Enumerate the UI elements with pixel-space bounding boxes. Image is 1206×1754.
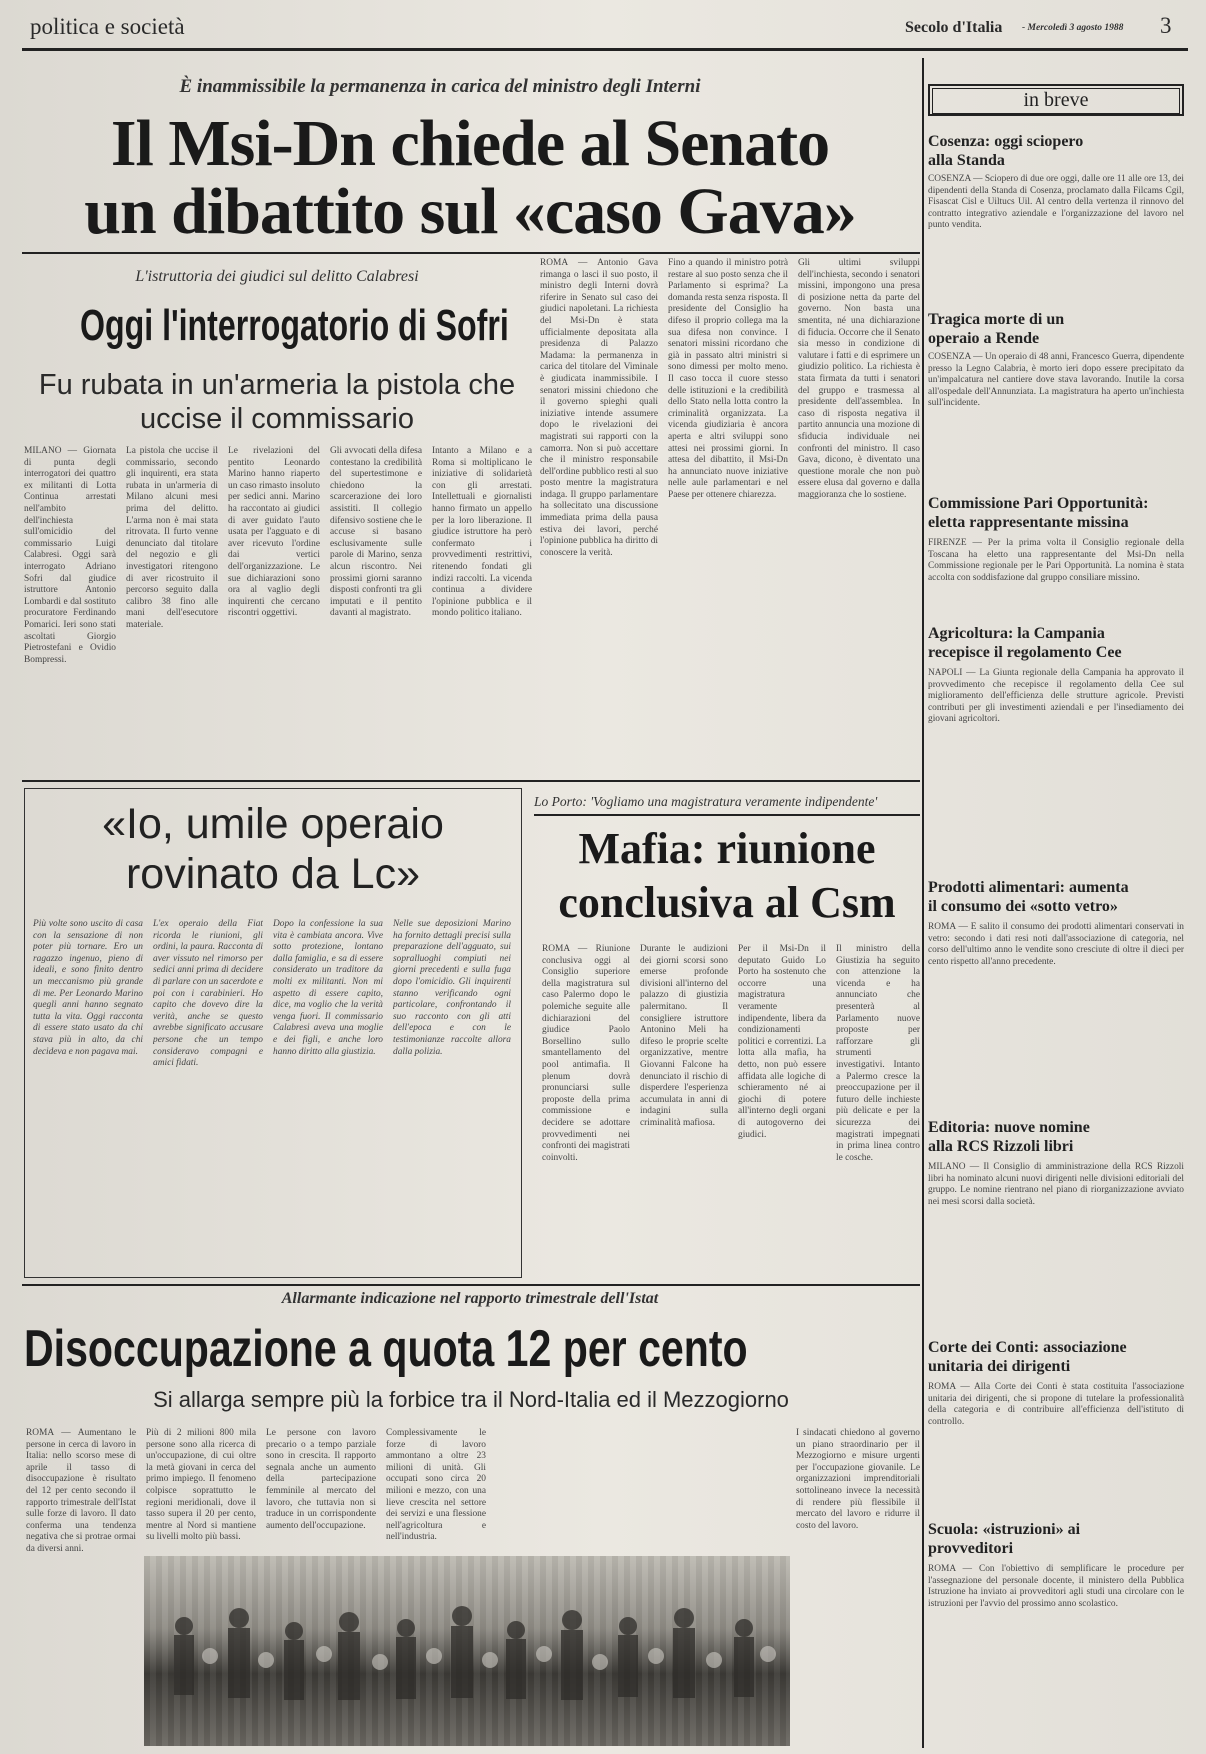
mafia-headline-line2: conclusiva al Csm: [558, 878, 896, 927]
brief-title-1: Cosenza: oggi sciopero alla Standa: [928, 133, 1084, 169]
operaio-box: [24, 788, 522, 1278]
mafia-headline-line1: Mafia: riunione: [578, 824, 876, 873]
mid-rule-upper: [22, 780, 920, 782]
disoccupazione-column-3: Le persone con lavoro precario o a tempo parziale sono in crescita. Il rapporto segnala anche un aumento della partecipazione femminile al mercato del lavoro, che tuttavia non si traduce in un corrispondente aumento dell'occupazione.: [266, 1428, 376, 1531]
disoccupazione-kicker: Allarmante indicazione nel rapporto trimestrale dell'Istat: [281, 1290, 659, 1307]
page-number: 3: [1160, 13, 1172, 38]
mafia-column-2: Durante le audizioni dei giorni scorsi sono emerse profonde divisioni all'interno del palazzo di giustizia palermitano. Il consigliere istruttore Antonino Meli ha difeso le proprie scelte organizzative, mentre Giovanni Falcone ha denunciato il rischio di disperdere l'esperienza accumulata in anni di indagini sulla criminalità mafiosa.: [640, 944, 728, 1128]
operaio-column-3: Dopo la confessione la sua vita è cambiata ancora. Vive sotto protezione, lontano dalla famiglia, e sa di essere considerato un traditore da molti ex militanti. Non mi aspetto di essere capito, dice, ma voglio che la verità venga fuori. Il commissario Calabresi aveva una moglie e dei figli, e anche loro hanno diritto alla giustizia.: [273, 919, 383, 1057]
sofri-column-5: Intanto a Milano e a Roma si moltiplicano le iniziative di solidarietà con gli arrestati. Intellettuali e giornalisti hanno firmato un appello per la loro liberazione. Il giudice istruttore ha però confermato i provvedimenti restrittivi, ritenendo fondati gli indizi raccolti. La vicenda continua a dividere l'opinione pubblica e il mondo politico italiano.: [432, 446, 532, 619]
disoccupazione-column-4: Complessivamente le forze di lavoro ammontano a oltre 23 milioni di unità. Gli occupati sono circa 20 milioni e mezzo, con una lieve crescita nel settore dei servizi e una flessione nell'agricoltura e nell'industria.: [386, 1428, 486, 1543]
brief-title-4: Agricoltura: la Campania recepisce il regolamento Cee: [928, 625, 1122, 661]
brief-body-5: ROMA — È salito il consumo dei prodotti alimentari conservati in vetro: secondo i dati resi noti dall'associazione di categoria, nel corso dell'ultimo anno le vendite sono cresciute di oltre il dieci per cento rispetto all'anno precedente.: [928, 922, 1184, 967]
disoccupazione-headline: Disoccupazione a quota 12 per cento: [24, 1320, 748, 1378]
header-rule: [22, 48, 1188, 51]
issue-date: - Mercoledì 3 agosto 1988: [1022, 23, 1124, 33]
gava-kicker: È inammissibile la permanenza in carica del ministro degli Interni: [179, 76, 701, 97]
in-breve-box-inner: [932, 88, 1180, 114]
operaio-column-1: Più volte sono uscito di casa con la sensazione di non poter più tornare. Ero un ragazzo ingenuo, pieno di ideali, e sono finito dentro un meccanismo più grande di me. Per Leonardo Marino quegli anni hanno segnato tutta la vita. Oggi racconta di essere stato usato da chi stava più in alto, da chi decideva e non pagava mai.: [33, 919, 143, 1057]
brief-title-5: Prodotti alimentari: aumenta il consumo dei «sotto vetro»: [928, 879, 1129, 915]
brief-body-6: MILANO — Il Consiglio di amministrazione della RCS Rizzoli libri ha nominato alcuni nuovi dirigenti nelle divisioni editoriali del gruppo. Le nomine rientrano nel piano di riorganizzazione avviato nei mesi scorsi dalla società.: [928, 1162, 1184, 1207]
brief-body-2: COSENZA — Un operaio di 48 anni, Francesco Guerra, dipendente presso la Legno Calabria, è morto ieri dopo essere precipitato da un'impalcatura nel cantiere dove stava lavorando. Inutile la corsa all'ospedale dell'Annunziata. La magistratura ha aperto un'inchiesta sull'incidente.: [928, 352, 1184, 409]
mafia-kicker: Lo Porto: 'Vogliamo una magistratura veramente indipendente': [534, 794, 878, 809]
operaio-column-2: L'ex operaio della Fiat ricorda le riunioni, gli ordini, la paura. Racconta di aver vissuto nel rimorso per sedici anni prima di decidere di parlare con un sacerdote e poi con i carabinieri. Ho capito che dovevo dire la verità, anche se questo avrebbe significato accusare persone che un tempo consideravo compagni e amici fidati.: [153, 919, 263, 1069]
in-breve-title: in breve: [1023, 89, 1089, 111]
operaio-column-4: Nelle sue deposizioni Marino ha fornito dettagli precisi sulla preparazione dell'agguato, sui sopralluoghi compiuti nei giorni precedenti e sulla fuga dopo l'omicidio. Gli inquirenti stanno verificando ogni particolare, confrontando il suo racconto con gli atti dell'epoca e con le testimonianze raccolte allora dalla polizia.: [393, 919, 511, 1057]
gava-column-1: ROMA — Antonio Gava rimanga o lasci il suo posto, il ministro degli Interni dovrà riferire in Senato sul caso dei giudici napoletani. La richiesta del Msi-Dn è stata ufficialmente depositata alla presidenza di Palazzo Madama: la permanenza in carica del titolare del Viminale è giudicata inammissibile. I senatori missini chiedono che il governo spieghi quali iniziative intende assumere dopo le rivelazioni dei magistrati sui rapporti con la camorra. Non si può accettare che il ministro responsabile dell'ordine pubblico resti al suo posto mentre la magistratura indaga. Il gruppo parlamentare ha sollecitato una discussione immediata prima della pausa estiva dei lavori, perché l'opinione pubblica ha diritto di conoscere la verità.: [540, 258, 658, 558]
sofri-headline-wrap: [22, 300, 532, 360]
brief-body-8: ROMA — Con l'obiettivo di semplificare le procedure per l'assegnazione del personale docente, il ministero della Pubblica Istruzione ha inviato ai provveditori agli studi una circolare con le istruzioni per l'avvio del prossimo anno scolastico.: [928, 1564, 1184, 1609]
mid-rule-lower: [22, 1284, 920, 1286]
masthead-title: Secolo d'Italia: [905, 19, 1003, 36]
operaio-headline-line1: «Io, umile operaio: [102, 800, 444, 848]
gava-column-2: Fino a quando il ministro potrà restare al suo posto senza che il Parlamento si esprima? La domanda resta senza risposta. Il presidente del Consiglio ha difeso il proprio collega ma la sua difesa non convince. I senatori missini ricordano che già in passato altri ministri si sono dimessi per molto meno. Il caso tocca il cuore stesso delle istituzioni e la credibilità dello Stato nella lotta contro la criminalità organizzata. La vicenda giudiziaria è ancora aperta e altri sviluppi sono attesi nei prossimi giorni. In attesa del dibattito, il Msi-Dn ha annunciato nuove iniziative nelle aule parlamentari e nel Paese per ottenere chiarezza.: [668, 258, 788, 500]
sidebar-divider: [922, 58, 924, 1748]
sofri-subheadline: Fu rubata in un'armeria la pistola che uccise il commissario: [38, 369, 516, 435]
brief-title-7: Corte dei Conti: associazione unitaria dei dirigenti: [928, 1339, 1127, 1375]
mafia-column-4: Il ministro della Giustizia ha seguito con attenzione la vicenda e ha annunciato che presenterà al Parlamento nuove proposte per rafforzare gli strumenti investigativi. Intanto a Palermo cresce la preoccupazione per il futuro delle inchieste più delicate e per la sicurezza dei magistrati impegnati in prima linea contro le cosche.: [836, 944, 920, 1163]
in-breve-sidebar: [928, 84, 1184, 1748]
brief-body-4: NAPOLI — La Giunta regionale della Campania ha approvato il provvedimento che recepisce il regolamento della Cee sul miglioramento dell'efficienza delle strutture agricole. Previsti contributi per gli investimenti aziendali e per l'insediamento dei giovani agricoltori.: [928, 668, 1184, 725]
mafia-column-1: ROMA — Riunione conclusiva oggi al Consiglio superiore della magistratura sul caso Palermo dopo le polemiche seguite alle dichiarazioni del giudice Paolo Borsellino sullo smantellamento del pool antimafia. Il plenum dovrà pronunciarsi sulle proposte della prima commissione e decidere se adottare provvedimenti nei confronti dei magistrati coinvolti.: [542, 944, 630, 1163]
disoccupazione-column-1: ROMA — Aumentano le persone in cerca di lavoro in Italia: nello scorso mese di aprile il tasso di disoccupazione è risultato del 12 per cento secondo il rapporto trimestrale dell'Istat sulle forze di lavoro. Il dato conferma una tendenza negativa che si protrae ormai da diversi anni.: [26, 1428, 136, 1554]
sofri-column-4: Gli avvocati della difesa contestano la credibilità del supertestimone e chiedono la scarcerazione dei loro assistiti. Il collegio difensivo sostiene che le accuse si basano esclusivamente sulle parole di Marino, senza alcun riscontro. Nei prossimi giorni saranno disposti confronti tra gli imputati e il pentito davanti al magistrato.: [330, 446, 422, 619]
brief-body-1: COSENZA — Sciopero di due ore oggi, dalle ore 11 alle ore 13, dei dipendenti della Standa di Cosenza, proclamato dalla Filcams Cgil, Fisascat Cisl e Uiltucs Uil. Al centro della vertenza il rinnovo del contratto integrativo aziendale e l'organizzazione del lavoro nel punto vendita.: [928, 174, 1184, 231]
brief-body-3: FIRENZE — Per la prima volta il Consiglio regionale della Toscana ha eletto una rappresentante del Msi-Dn nella Commissione regionale per le Pari Opportunità. La nomina è stata accolta con soddisfazione dal gruppo consiliare missino.: [928, 538, 1184, 583]
brief-title-2: Tragica morte di un operaio a Rende: [928, 311, 1065, 347]
disoccupazione-column-5: I sindacati chiedono al governo un piano straordinario per il Mezzogiorno e misure urgenti per l'occupazione giovanile. Le organizzazioni imprenditoriali sottolineano invece la necessità di rendere più flessibile il mercato del lavoro e ridurre il costo del lavoro.: [796, 1428, 920, 1531]
brief-title-6: Editoria: nuove nomine alla RCS Rizzoli libri: [928, 1119, 1090, 1155]
gava-rule: [22, 252, 920, 254]
protest-crowd-photo: [144, 1556, 790, 1746]
brief-body-7: ROMA — Alla Corte dei Conti è stata costituita l'associazione unitaria dei dirigenti, che si propone di tutelare la professionalità della categoria e di contribuire all'efficienza dell'istituto di controllo.: [928, 1382, 1184, 1427]
mafia-column-3: Per il Msi-Dn il deputato Guido Lo Porto ha sostenuto che occorre una magistratura veramente indipendente, libera da condizionamenti politici e correntizi. La lotta alla mafia, ha detto, non può essere affidata alle logiche di schieramento né ai giochi di potere all'interno degli organi di autogoverno dei giudici.: [738, 944, 826, 1140]
sofri-column-2: La pistola che uccise il commissario, secondo gli inquirenti, era stata rubata in un'armeria di Milano alcuni mesi prima del delitto. L'arma non è mai stata ritrovata. Il furto venne denunciato dal titolare del negozio e gli investigatori ritengono di aver ricostruito il percorso seguito dalla calibro 38 fino alle mani dell'esecutore materiale.: [126, 446, 218, 630]
section-label: politica e società: [30, 14, 185, 39]
gava-headline-line1: Il Msi-Dn chiede al Senato: [110, 107, 830, 180]
operaio-headline-line2: rovinato da Lc»: [125, 850, 421, 898]
sofri-kicker: L'istruttoria dei giudici sul delitto Calabresi: [135, 268, 419, 285]
disoccupazione-headline-wrap: [22, 1318, 920, 1382]
gava-headline-line2: un dibattito sul «caso Gava»: [84, 175, 856, 248]
brief-title-3: Commissione Pari Opportunità: eletta rappresentante missina: [928, 495, 1149, 531]
brief-title-8: Scuola: «istruzioni» ai provveditori: [928, 1521, 1081, 1557]
mafia-kicker-rule: [534, 814, 920, 816]
gava-column-3: Gli ultimi sviluppi dell'inchiesta, secondo i senatori missini, impongono una presa di posizione netta da parte del governo. Non basta una smentita, né una dichiarazione di fiducia. Occorre che il Senato sia messo in condizione di valutare i fatti e di esprimere un giudizio politico. La richiesta è stata firmata da tutti i senatori del gruppo e trasmessa al presidente dell'assemblea. In caso di risposta negativa il partito annuncia una mozione di sfiducia individuale nei confronti del ministro. Il caso Gava, dicono, è diventato una questione morale che non può essere elusa dal governo e dalla maggioranza che lo sostiene.: [798, 258, 920, 500]
in-breve-box-outer: [928, 84, 1184, 116]
sofri-column-3: Le rivelazioni del pentito Leonardo Marino hanno riaperto un caso rimasto insoluto per sedici anni. Marino ha raccontato ai giudici di aver guidato l'auto usata per l'agguato e di aver ricevuto l'ordine dai vertici dell'organizzazione. Le sue dichiarazioni sono ora al vaglio degli inquirenti che cercano riscontri oggettivi.: [228, 446, 320, 619]
sofri-column-1: MILANO — Giornata di punta degli interrogatori dei quattro ex militanti di Lotta Continua arrestati nell'ambito dell'inchiesta sull'omicidio del commissario Luigi Calabresi. Oggi sarà interrogato Adriano Sofri dal giudice istruttore Antonio Lombardi e dal sostituto procuratore Ferdinando Pomarici. Ieri sono stati ascoltati Giorgio Pietrostefani e Ovidio Bompressi.: [24, 446, 116, 665]
disoccupazione-subheadline: Si allarga sempre più la forbice tra il Nord-Italia ed il Mezzogiorno: [153, 1387, 789, 1412]
crowd-silhouettes: [144, 1556, 790, 1746]
sofri-headline: Oggi l'interrogatorio di Sofri: [80, 301, 509, 350]
disoccupazione-column-2: Più di 2 milioni 800 mila persone sono alla ricerca di un'occupazione, di cui oltre la metà giovani in cerca del primo impiego. Il fenomeno colpisce soprattutto le regioni meridionali, dove il tasso supera il 20 per cento, mentre al Nord si mantiene su livelli molto più bassi.: [146, 1428, 256, 1543]
